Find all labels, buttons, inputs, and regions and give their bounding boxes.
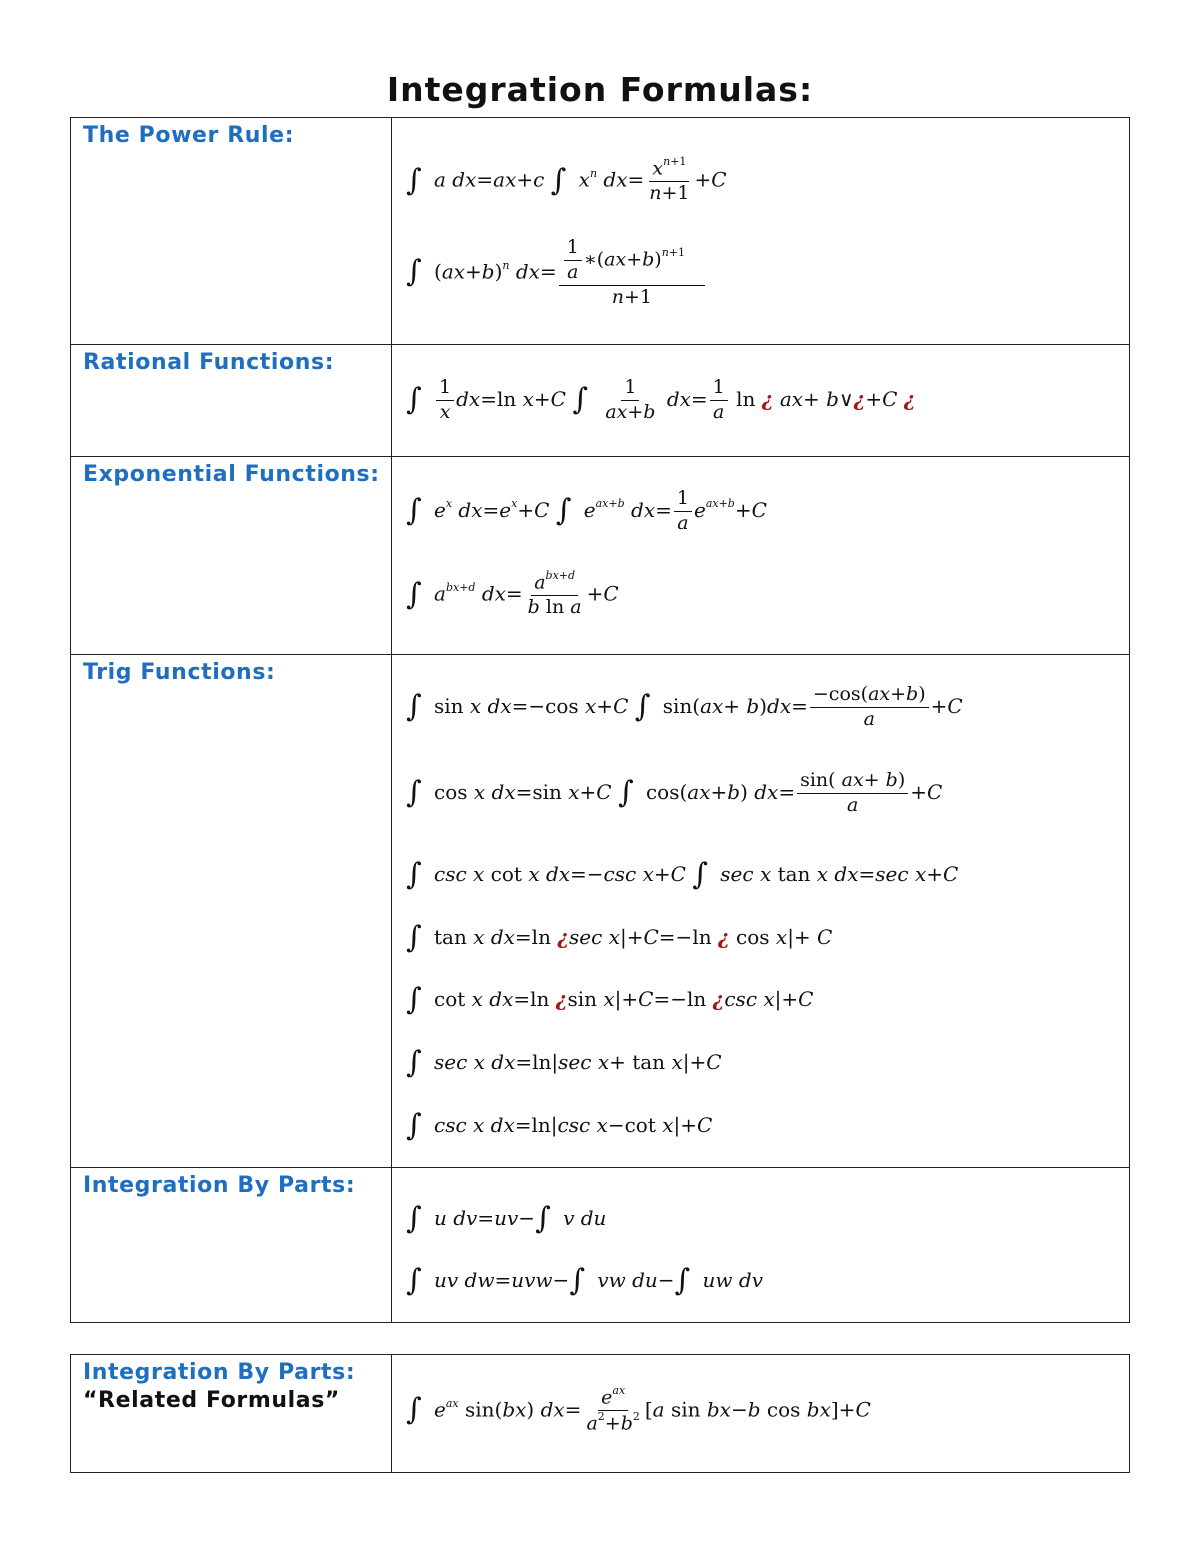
section-heading: Exponential Functions: — [83, 462, 380, 487]
formula: ∫ $e^{ax}$ sin(bx) dx= $e^{ax}$ $a^2+b^2$ [a sin bx−b cos bx]+C — [406, 1384, 871, 1435]
section-heading: Integration By Parts: — [83, 1173, 356, 1198]
table-row — [71, 1168, 1130, 1323]
section-heading: Trig Functions: — [83, 660, 276, 685]
formula: ∫ $e^x$ $dx=e^x+C$ ∫ $e^{ax+b}$ dx= $\frac{1}{a}$ $e^{ax+b}+C$ — [406, 487, 767, 534]
formula: ∫ $\frac{1}{x}$ dx=ln x+C ∫ $\frac{1}{ax+b}$ dx= $\frac{1}{a}$ ln ¿ ax+ b∨¿+C ¿ — [406, 376, 916, 423]
table-row — [71, 345, 1130, 457]
formula: ∫ a dx=ax+c ∫ $x^n$ dx= $\frac{x^{n+1}}{n+1}$ +C — [406, 155, 727, 205]
section-subheading: “Related Formulas” — [83, 1388, 340, 1413]
formula: ∫ sin x dx=−cos x+C ∫ sin(ax+ b)dx= $\frac{-\cos(ax+b)}{a}$ +C — [406, 683, 963, 730]
formula: ∫ sec x dx=ln|sec x+ tan x|+C — [406, 1045, 722, 1080]
table-row — [71, 457, 1130, 655]
section-heading: Rational Functions: — [83, 350, 335, 375]
page-title: Integration Formulas: — [386, 70, 814, 109]
formula: ∫ cos x dx=sin x+C ∫ cos(ax+b) dx= $\frac{\sin( ax+ b)}{a}$ +C — [406, 769, 943, 816]
formula: ∫ csc x cot x dx=−csc x+C ∫ sec x tan x dx=sec x+C — [406, 857, 959, 892]
formula: ∫ cot x dx=ln ¿sin x|+C=−ln ¿csc x|+C — [406, 982, 814, 1017]
formula-table — [70, 117, 1130, 1323]
related-formulas-table — [70, 1354, 1130, 1473]
formula: ∫ csc x dx=ln|csc x−cot x|+C — [406, 1108, 713, 1143]
formula: ∫ u dv=uv−∫ v du — [406, 1201, 607, 1236]
table-row — [71, 118, 1130, 345]
table-row — [71, 1355, 1130, 1473]
formula: ∫ $(ax+b)^n$ dx= $\frac{1}{a}$ $∗(ax+b)^{n+1}$ n+1 — [406, 238, 707, 308]
formula: ∫ tan x dx=ln ¿sec x|+C=−ln ¿ cos x|+ C — [406, 920, 833, 955]
formula: ∫ $a^{bx+d}$ dx= $a^{bx+d}$ b ln a +C — [406, 569, 619, 619]
formula: ∫ uv dw=uvw−∫ vw du−∫ uw dv — [406, 1263, 764, 1298]
section-heading: Integration By Parts: — [83, 1360, 356, 1385]
section-heading: The Power Rule: — [83, 123, 295, 148]
table-row — [71, 655, 1130, 1168]
